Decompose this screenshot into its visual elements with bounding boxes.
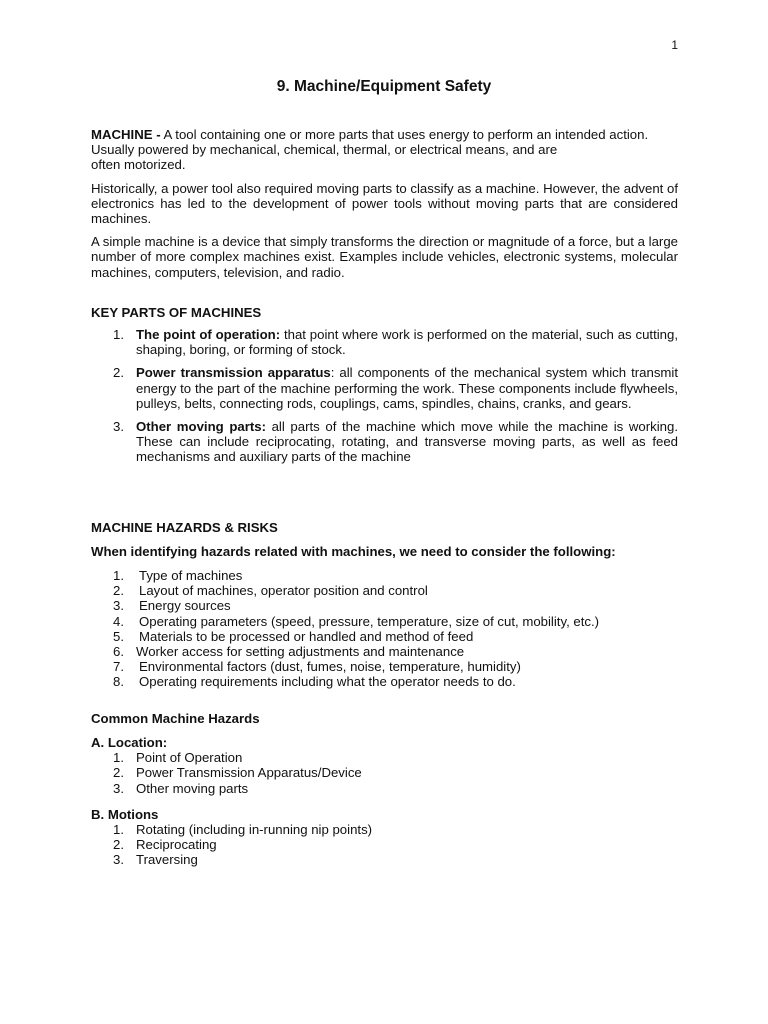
list-item: 1. Rotating (including in-running nip points) <box>113 821 373 837</box>
history-paragraph: Historically, a power tool also required moving parts to classify as a machine. However, the advent of electronics has led to the development of power tools without moving parts that are considered machines. <box>91 180 678 227</box>
machine-term: MACHINE - <box>91 127 161 142</box>
common-hazards-heading: Common Machine Hazards <box>91 710 260 726</box>
motions-list <box>91 822 678 868</box>
machine-def-line1: A tool containing one or more parts that uses energy to perform an intended action. <box>160 127 649 142</box>
motions-heading: B. Motions <box>91 806 159 822</box>
hazards-list <box>91 568 678 690</box>
list-item: 2. Reciprocating <box>113 837 217 853</box>
hazards-subheading: When identifying hazards related with machines, we need to consider the following: <box>91 543 616 559</box>
list-item: 8. Operating requirements including what the operator needs to do. <box>113 674 516 690</box>
list-item: 7. Environmental factors (dust, fumes, noise, temperature, humidity) <box>113 659 521 675</box>
simple-machine-paragraph: A simple machine is a device that simply transforms the direction or magnitude of a force, but a large number of more complex machines exist. Examples include vehicles, electronic systems, molecular machines, computers, television, and radio. <box>91 234 678 280</box>
location-list <box>91 750 678 796</box>
list-item: 1. Point of Operation <box>113 750 243 766</box>
list-item: 5. Materials to be processed or handled and method of feed <box>113 628 474 644</box>
list-item: 2. Layout of machines, operator position and control <box>113 583 428 599</box>
list-item: 4. Operating parameters (speed, pressure, temperature, size of cut, mobility, etc.) <box>113 613 600 629</box>
key-parts-heading: KEY PARTS OF MACHINES <box>91 304 262 320</box>
machine-definition <box>91 127 678 173</box>
list-item: 3. Other moving parts: all parts of the machine which move while the machine is working. These can include reciprocating, rotating, and transverse moving parts, as well as feed mechanisms and auxiliary parts of the machine <box>113 419 679 465</box>
list-item: 6. Worker access for setting adjustments and maintenance <box>113 644 465 660</box>
list-item: 3. Traversing <box>113 852 198 868</box>
document-body <box>91 127 678 868</box>
location-heading: A. Location: <box>91 734 168 750</box>
key-parts-list <box>91 327 678 465</box>
page-title: 9. Machine/Equipment Safety <box>276 78 492 95</box>
list-item: 3. Other moving parts <box>113 780 249 796</box>
list-item: 1. Type of machines <box>113 568 243 584</box>
machine-def-line2: Usually powered by mechanical, chemical, thermal, or electrical means, and are <box>91 142 558 158</box>
list-item: 1. The point of operation: that point where work is performed on the material, such as cutting, shaping, boring, or forming of stock. <box>113 327 679 358</box>
list-item: 3. Energy sources <box>113 598 231 614</box>
page-number: 1 <box>671 38 678 52</box>
machine-def-line3: often motorized. <box>91 157 186 173</box>
hazards-heading: MACHINE HAZARDS & RISKS <box>91 519 278 535</box>
list-item: 2. Power transmission apparatus: all components of the mechanical system which transmit energy to the part of the machine performing the work. These components include flywheels, pulleys, belts, connecting rods, couplings, cams, spindles, chains, cranks, and gears. <box>113 365 678 411</box>
list-item: 2. Power Transmission Apparatus/Device <box>113 765 362 781</box>
